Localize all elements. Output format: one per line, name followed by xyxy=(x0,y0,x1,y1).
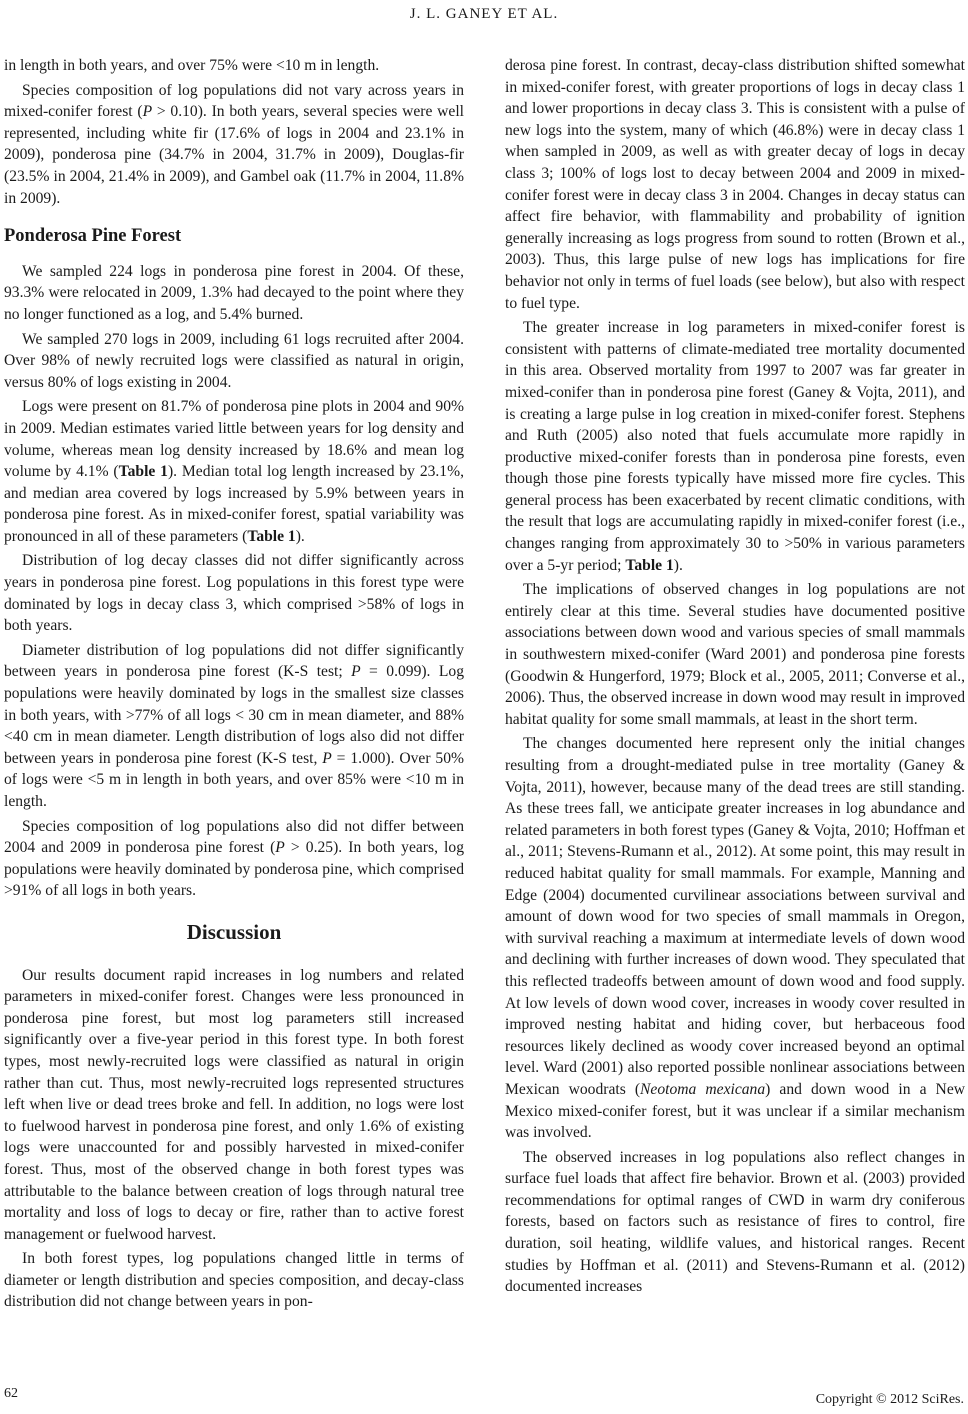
subsection-heading: Ponderosa Pine Forest xyxy=(4,226,182,247)
paragraph: The observed increases in log populations also reflect changes in surface fuel loads that affect fire behavior. Brown et al. (2003) provided recommendations for optimal ranges of CWD in warm dry coniferous forests, based on factors such as resistance of fires to control, fire duration, soil heating, wildlife values, and historical ranges. Recent studies by Hoffman et al. (2011) and Stevens-Rumann et al. (2012) documented increases xyxy=(505,1148,965,1296)
paragraph: Our results document rapid increases in log numbers and related parameters in mixed-conifer forest. Changes were less pronounced in ponderosa pine forest, but most log parameters still increased significantly over a five-year period in this forest type. In both forest types, most newly-recruited logs were classified as natural in origin rather than cut. Thus, most newly-recruited logs represented structures left when live or dead trees broke and fell. In addition, no logs were lost to fuelwood harvest in ponderosa pine forest, and only 1.6% of existing logs were unaccounted for and possibly harvested in mixed-conifer forest. Thus, most of the observed change in both forest types was attributable to the balance between creation of logs through natural tree mortality and loss of logs to decay or fire, rather than to active forest management or fuelwood harvest. xyxy=(4,966,464,1243)
paragraph: We sampled 270 logs in 2009, including 61 logs recruited after 2004. Over 98% of newly recruited logs were classified as natural in origin, versus 80% of logs existing in 2004. xyxy=(4,330,464,391)
paragraph: Diameter distribution of log populations did not differ significantly between years in ponderosa pine forest (K-S test; P = 0.099). Log populations were heavily dominated by logs in the smallest size classes in both years, with >77% of all logs < 30 cm in mean diameter, and 88% <40 cm in mean diameter. Length distribution of logs also did not differ between years in ponderosa pine forest (K-S test, P = 1.000). Over 50% of logs were <5 m in length in both years, and over 85% were <10 m in length. xyxy=(4,641,465,810)
paragraph: Species composition of log populations also did not differ between 2004 and 2009 in ponderosa pine forest (P > 0.25). In both years, log populations were heavily dominated by ponderosa pine, which comprised >91% of all logs in both years. xyxy=(4,817,464,900)
paragraph: Distribution of log decay classes did not differ significantly across years in ponderosa pine forest. Log populations in this forest type were dominated by logs in decay class 3, which comprised >58% of logs in both years. xyxy=(4,552,464,635)
paragraph: in length in both years, and over 75% were <10 m in length. xyxy=(4,57,380,74)
paragraph: Species composition of log populations did not vary across years in mixed-conifer forest (P > 0.10). In both years, several species were well represented, including white fir (17.6% of logs in 2004 and 23.1% in 2009), ponderosa pine (34.7% in 2004, 31.7% in 2009), Douglas-fir (23.5% in 2004, 21.4% in 2009), and Gambel oak (11.7% in 2004, 11.8% in 2009). xyxy=(4,81,464,207)
paragraph: We sampled 224 logs in ponderosa pine forest in 2004. Of these, 93.3% were relocated in 2009, 1.3% had decayed to the point where they no longer functioned as a log, and 5.4% burned. xyxy=(4,262,464,323)
section-heading: Discussion xyxy=(186,919,282,944)
left-column xyxy=(4,55,464,1316)
page-number: 62 xyxy=(4,1386,18,1401)
paragraph: Logs were present on 81.7% of ponderosa pine plots in 2004 and 90% in 2009. Median estimates varied little between years for log density and volume, whereas mean log density increased by 18.6% and mean log volume by 4.1% (Table 1). Median total log length increased by 23.1%, and median area covered by logs increased by 5.9% between years in ponderosa pine forest. As in mixed-conifer forest, spatial variability was pronounced in all of these parameters (Table 1). xyxy=(4,398,464,545)
running-head: J. L. GANEY ET AL. xyxy=(409,6,559,22)
copyright-notice: Copyright © 2012 SciRes. xyxy=(815,1392,964,1407)
paragraph: In both forest types, log populations changed little in terms of diameter or length distribution and species composition, and decay-class distribution did not change between years in pon- xyxy=(4,1250,464,1311)
paragraph: The implications of observed changes in log populations are not entirely clear at this time. Several studies have documented positive associations between down wood and various species of small mammals in southwestern mixed-conifer (Ward 2001) and ponderosa pine forests (Goodwin & Hungerford, 1979; Block et al., 2005, 2011; Converse et al., 2006). Thus, the observed increase in down wood may result in improved habitat quality for some small mammals, at least in the short term. xyxy=(505,581,965,728)
paragraph: The greater increase in log parameters in mixed-conifer forest is consistent with patterns of climate-mediated tree mortality documented in this area. Observed mortality from 1997 to 2007 was far greater in mixed-conifer than in ponderosa pine forest (Ganey & Vojta, 2011), and is creating a large pulse in log creation in mixed-conifer forest. Stephens and Ruth (2005) also noted that fuels accumulate more rapidly in productive mixed-conifer forests than in ponderosa pine forests, even though those pine forests typically have missed more fire cycles. This general process has been exacerbated by recent climatic conditions, with the result that logs are accumulating rapidly in mixed-conifer forest (i.e., changes ranging from approximately 30 to >50% in various parameters over a 5-yr period; Table 1). xyxy=(505,319,965,574)
paragraph: derosa pine forest. In contrast, decay-class distribution shifted somewhat in mixed-conifer forest, with greater proportions of logs in decay class 1 and lower proportions in decay class 3. This is consistent with a pulse of new logs into the system, many of which (46.8%) were in decay class 1 when sampled in 2009, as well as with greater decay of logs in decay class 3; 100% of logs lost to decay between 2004 and 2009 in mixed-conifer forest were in decay class 3 in 2004. Changes in decay status can affect fire behavior, with flammability and probability of ignition generally increasing as logs progress from sound to rotten (Brown et al., 2003). Thus, this large pulse of new logs has implications for fire behavior not only in terms of fuel loads (see below), but also with respect to fuel type. xyxy=(505,57,965,312)
right-column xyxy=(505,55,965,1301)
paragraph: The changes documented here represent only the initial changes resulting from a drought-mediated pulse in tree mortality (Ganey & Vojta, 2011), however, because many of the dead trees are still standing. As these trees fall, we anticipate greater increases in log abundance and related parameters in both forest types (Ganey & Vojta, 2010; Hoffman et al., 2011; Stevens-Rumann et al., 2012). At some point, this may result in reduced habitat quality for small mammals. For example, Manning and Edge (2004) documented curvilinear associations between survival and amount of down wood for two species of small mammals in Oregon, with survival reaching a maximum at intermediate levels of down wood and declining with further increases of down wood. They speculated that this reflected tradeoffs between amount of down wood and food supply. At low levels of down wood cover, increases in woody cover resulted in improved nesting habitat and hiding cover, but herbaceous food resources likely declined as woody cover increased beyond an optimal level. Ward (2001) also reported possible nonlinear associations between Mexican woodrats (Neotoma mexicana) and down wood in a New Mexico mixed-conifer forest, but it was unclear if a similar mechanism was involved. xyxy=(505,735,966,1142)
